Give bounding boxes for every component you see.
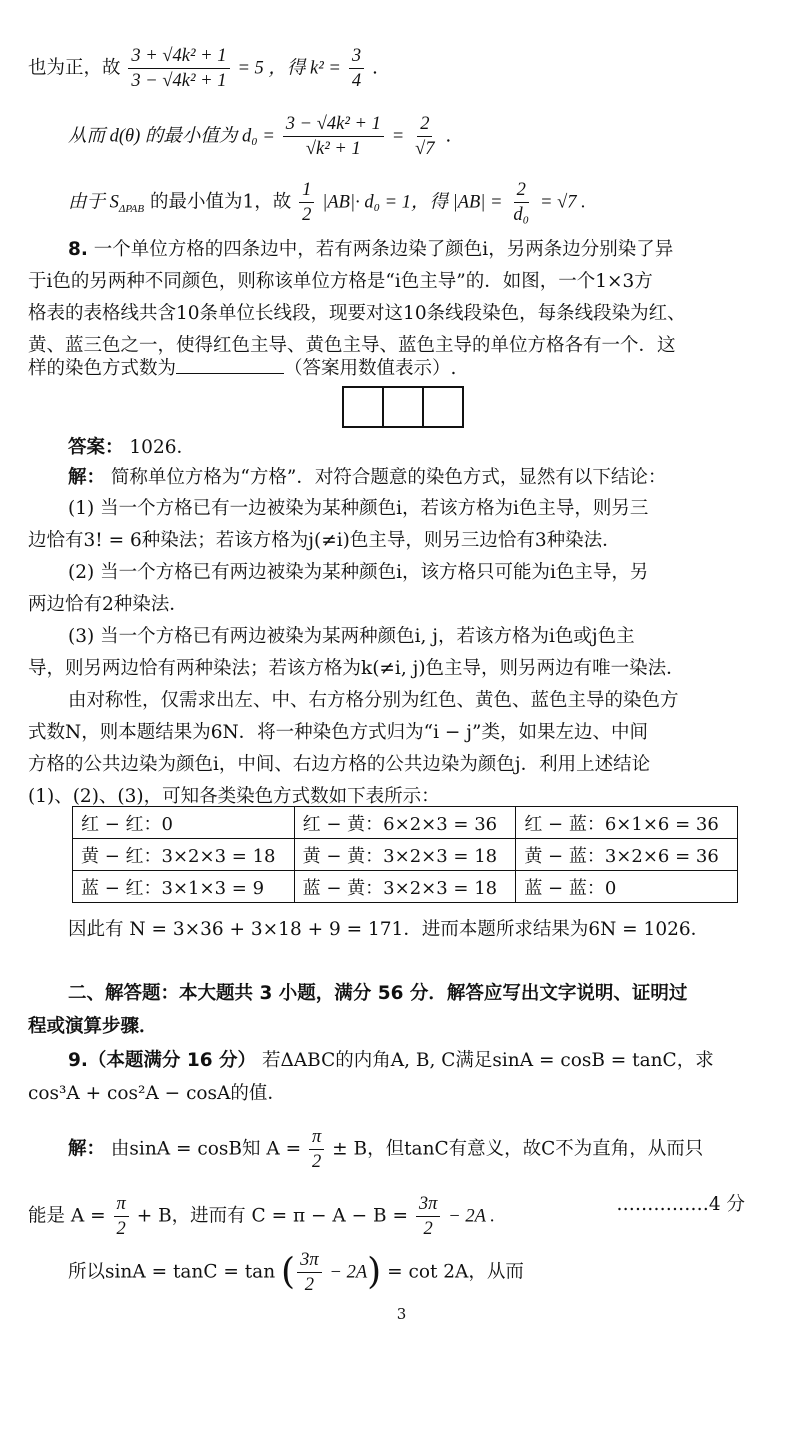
text: 的最小值为1，故	[149, 191, 292, 213]
table-cell: 黄 − 黄：3×2×3 = 18	[294, 839, 516, 871]
table-cell: 蓝 − 黄：3×2×3 = 18	[294, 871, 516, 903]
fraction	[128, 44, 229, 93]
math-text: 由于 S	[68, 192, 119, 213]
solution-label: 解：	[68, 467, 106, 488]
problem-text: （答案用数值表示）.	[284, 358, 457, 379]
fraction	[297, 1248, 322, 1297]
solution-text: ± B，但tanC有意义，故C不为直角，从而只	[332, 1138, 704, 1160]
solution-intro	[68, 465, 775, 491]
derivation-line-3	[68, 178, 775, 227]
solution-label: 解：	[68, 1138, 106, 1160]
table-cell: 蓝 − 红：3×1×3 = 9	[73, 871, 295, 903]
math-text: |AB|· d₀ = 1，得 |AB| =	[322, 192, 503, 213]
problem8-line-2: 于i色的另两种不同颜色，则称该单位方格是“i色主导”的．如图，一个1×3方	[28, 271, 653, 292]
table-cell: 黄 − 红：3×2×3 = 18	[73, 839, 295, 871]
fraction-denominator: √k² + 1	[305, 139, 361, 159]
derivation-line-2	[68, 112, 775, 161]
fraction-denominator: 2	[116, 1219, 126, 1239]
conclusion-2-line-1: (2) 当一个方格已有两边被染为某种颜色i，该方格只可能为i色主导，另	[68, 562, 649, 583]
solution-text: = cot 2A，从而	[387, 1261, 524, 1283]
problem-number: 8.	[68, 239, 88, 260]
table-row	[73, 839, 738, 871]
solution-text: + B，进而有 C = π − A − B =	[136, 1205, 408, 1227]
subscript: ΔPAB	[118, 203, 145, 216]
score-marker: ……………4 分	[616, 1194, 745, 1215]
fraction-denominator: 3 − √4k² + 1	[131, 71, 227, 91]
fraction-denominator: 4	[351, 71, 362, 91]
problem9-line-2: cos³A + cos²A − cosA的值．	[28, 1083, 286, 1104]
conclusion-1-line-2: 边恰有3! = 6种染法；若该方格为j(≠i)色主导，则另三边恰有3种染法．	[28, 530, 621, 551]
fraction	[114, 1192, 129, 1241]
table-cell: 红 − 黄：6×2×3 = 36	[294, 807, 516, 839]
solution-text: 简称单位方格为“方格”．对符合题意的染色方式，显然有以下结论：	[110, 467, 667, 488]
conclusion-line: 因此有 N = 3×36 + 3×18 + 9 = 171．进而本题所求结果为6N = 1026．	[68, 919, 710, 940]
fraction-numerator: 2	[514, 178, 529, 203]
answer-label: 答案：	[68, 437, 124, 458]
fraction	[412, 112, 437, 161]
fraction-denominator: 2	[311, 1152, 322, 1172]
fraction-numerator: 3 + √4k² + 1	[128, 44, 229, 69]
answer-value: 1026．	[129, 437, 195, 458]
text: 也为正，故	[28, 57, 121, 79]
text: .	[445, 125, 452, 147]
fraction	[283, 112, 384, 161]
paragraph-line-1: 由对称性，仅需求出左、中、右方格分别为红色、黄色、蓝色主导的染色方	[68, 690, 679, 711]
answer-blank	[176, 355, 284, 374]
problem9-solution-line-3	[68, 1248, 775, 1297]
fraction-denominator: √7	[415, 139, 435, 159]
problem9-solution-line-1	[68, 1125, 775, 1174]
solution-text: 由sinA = cosB知 A =	[110, 1138, 302, 1160]
fraction-numerator: 3	[349, 44, 364, 69]
math-text: 从而 d(θ) 的最小值为 d₀ =	[68, 126, 275, 147]
problem8-line-3: 格表的表格线共含10条单位长线段，现要对这10条线段染色，每条线段染为红、	[28, 303, 686, 324]
fraction-denominator: 2	[304, 1275, 314, 1295]
fraction	[299, 178, 314, 227]
problem9-line-1	[68, 1048, 775, 1074]
problem-text: 样的染色方式数为	[28, 358, 177, 379]
fraction-numerator: 3π	[297, 1248, 322, 1273]
fraction	[416, 1192, 441, 1241]
problem9-solution-line-2	[28, 1192, 775, 1241]
fraction	[510, 178, 532, 227]
grid-cell-right	[422, 388, 462, 426]
fraction-numerator: 1	[299, 178, 314, 203]
fraction-numerator: 3 − √4k² + 1	[283, 112, 384, 137]
fraction-denominator: 2	[302, 205, 312, 225]
math-text: = √7 .	[539, 192, 586, 213]
left-paren: (	[281, 1251, 296, 1293]
table-row	[73, 807, 738, 839]
table-cell: 红 − 红：0	[73, 807, 295, 839]
problem8-line-4: 黄、蓝三色之一，使得红色主导、黄色主导、蓝色主导的单位方格各有一个．这	[28, 335, 676, 356]
grid-cell-middle	[382, 388, 422, 426]
conclusion-3-line-2: 导，则另两边恰有两种染法；若该方格为k(≠i, j)色主导，则另两边有唯一染法．	[28, 658, 685, 679]
problem-text: 若ΔABC的内角A, B, C满足sinA = cosB = tanC，求	[261, 1050, 714, 1071]
conclusion-2-line-2: 两边恰有2种染法．	[28, 594, 188, 615]
fraction-numerator: π	[309, 1125, 324, 1150]
text: .	[371, 57, 378, 79]
section-heading-line-2: 程或演算步骤．	[28, 1016, 158, 1037]
paragraph-line-2: 式数N，则本题结果为6N．将一种染色方式归为“i − j”类，如果左边、中间	[28, 722, 648, 743]
fraction-denominator: d₀	[513, 205, 530, 225]
fraction	[349, 44, 364, 93]
table-row	[73, 871, 738, 903]
section-heading-line-1: 二、解答题：本大题共 3 小题，满分 56 分．解答应写出文字说明、证明过	[68, 983, 688, 1004]
table-cell: 黄 − 蓝：3×2×6 = 36	[516, 839, 738, 871]
derivation-line-1	[28, 44, 775, 93]
fraction-numerator: π	[114, 1192, 129, 1217]
right-paren: )	[367, 1251, 382, 1293]
coloring-count-table	[72, 806, 738, 903]
fraction-numerator: 3π	[416, 1192, 441, 1217]
problem-number: 9.	[68, 1050, 88, 1071]
grid-1x3-figure	[342, 386, 464, 428]
conclusion-1-line-1: (1) 当一个方格已有一边被染为某种颜色i，若该方格为i色主导，则另三	[68, 498, 649, 519]
math-text: − 2A .	[448, 1206, 495, 1227]
math-text: = 5 ，得 k² =	[237, 58, 341, 79]
fraction	[309, 1125, 324, 1174]
solution-text: 所以sinA = tanC = tan	[68, 1261, 276, 1283]
problem8-line-5	[28, 355, 775, 382]
problem8-line-1	[68, 237, 775, 263]
math-text: − 2A	[329, 1262, 368, 1283]
conclusion-3-line-1: (3) 当一个方格已有两边被染为某两种颜色i, j，若该方格为i色或j色主	[68, 626, 635, 647]
grid-cell-left	[344, 388, 382, 426]
problem-text: 一个单位方格的四条边中，若有两条边染了颜色i，另两条边分别染了异	[93, 239, 674, 260]
solution-text: 能是 A =	[28, 1205, 106, 1227]
page-number: 3	[396, 1305, 407, 1323]
math-text: =	[391, 126, 405, 147]
problem-score-tag: （本题满分 16 分）	[87, 1050, 257, 1071]
paragraph-line-3: 方格的公共边染为颜色i，中间、右边方格的公共边染为颜色j．利用上述结论	[28, 754, 651, 775]
paragraph-line-4: (1)、(2)、(3)，可知各类染色方式数如下表所示：	[28, 786, 440, 807]
table-cell: 蓝 − 蓝：0	[516, 871, 738, 903]
fraction-denominator: 2	[423, 1219, 433, 1239]
answer-line	[68, 435, 775, 461]
fraction-numerator: 2	[417, 112, 432, 137]
table-cell: 红 − 蓝：6×1×6 = 36	[516, 807, 738, 839]
